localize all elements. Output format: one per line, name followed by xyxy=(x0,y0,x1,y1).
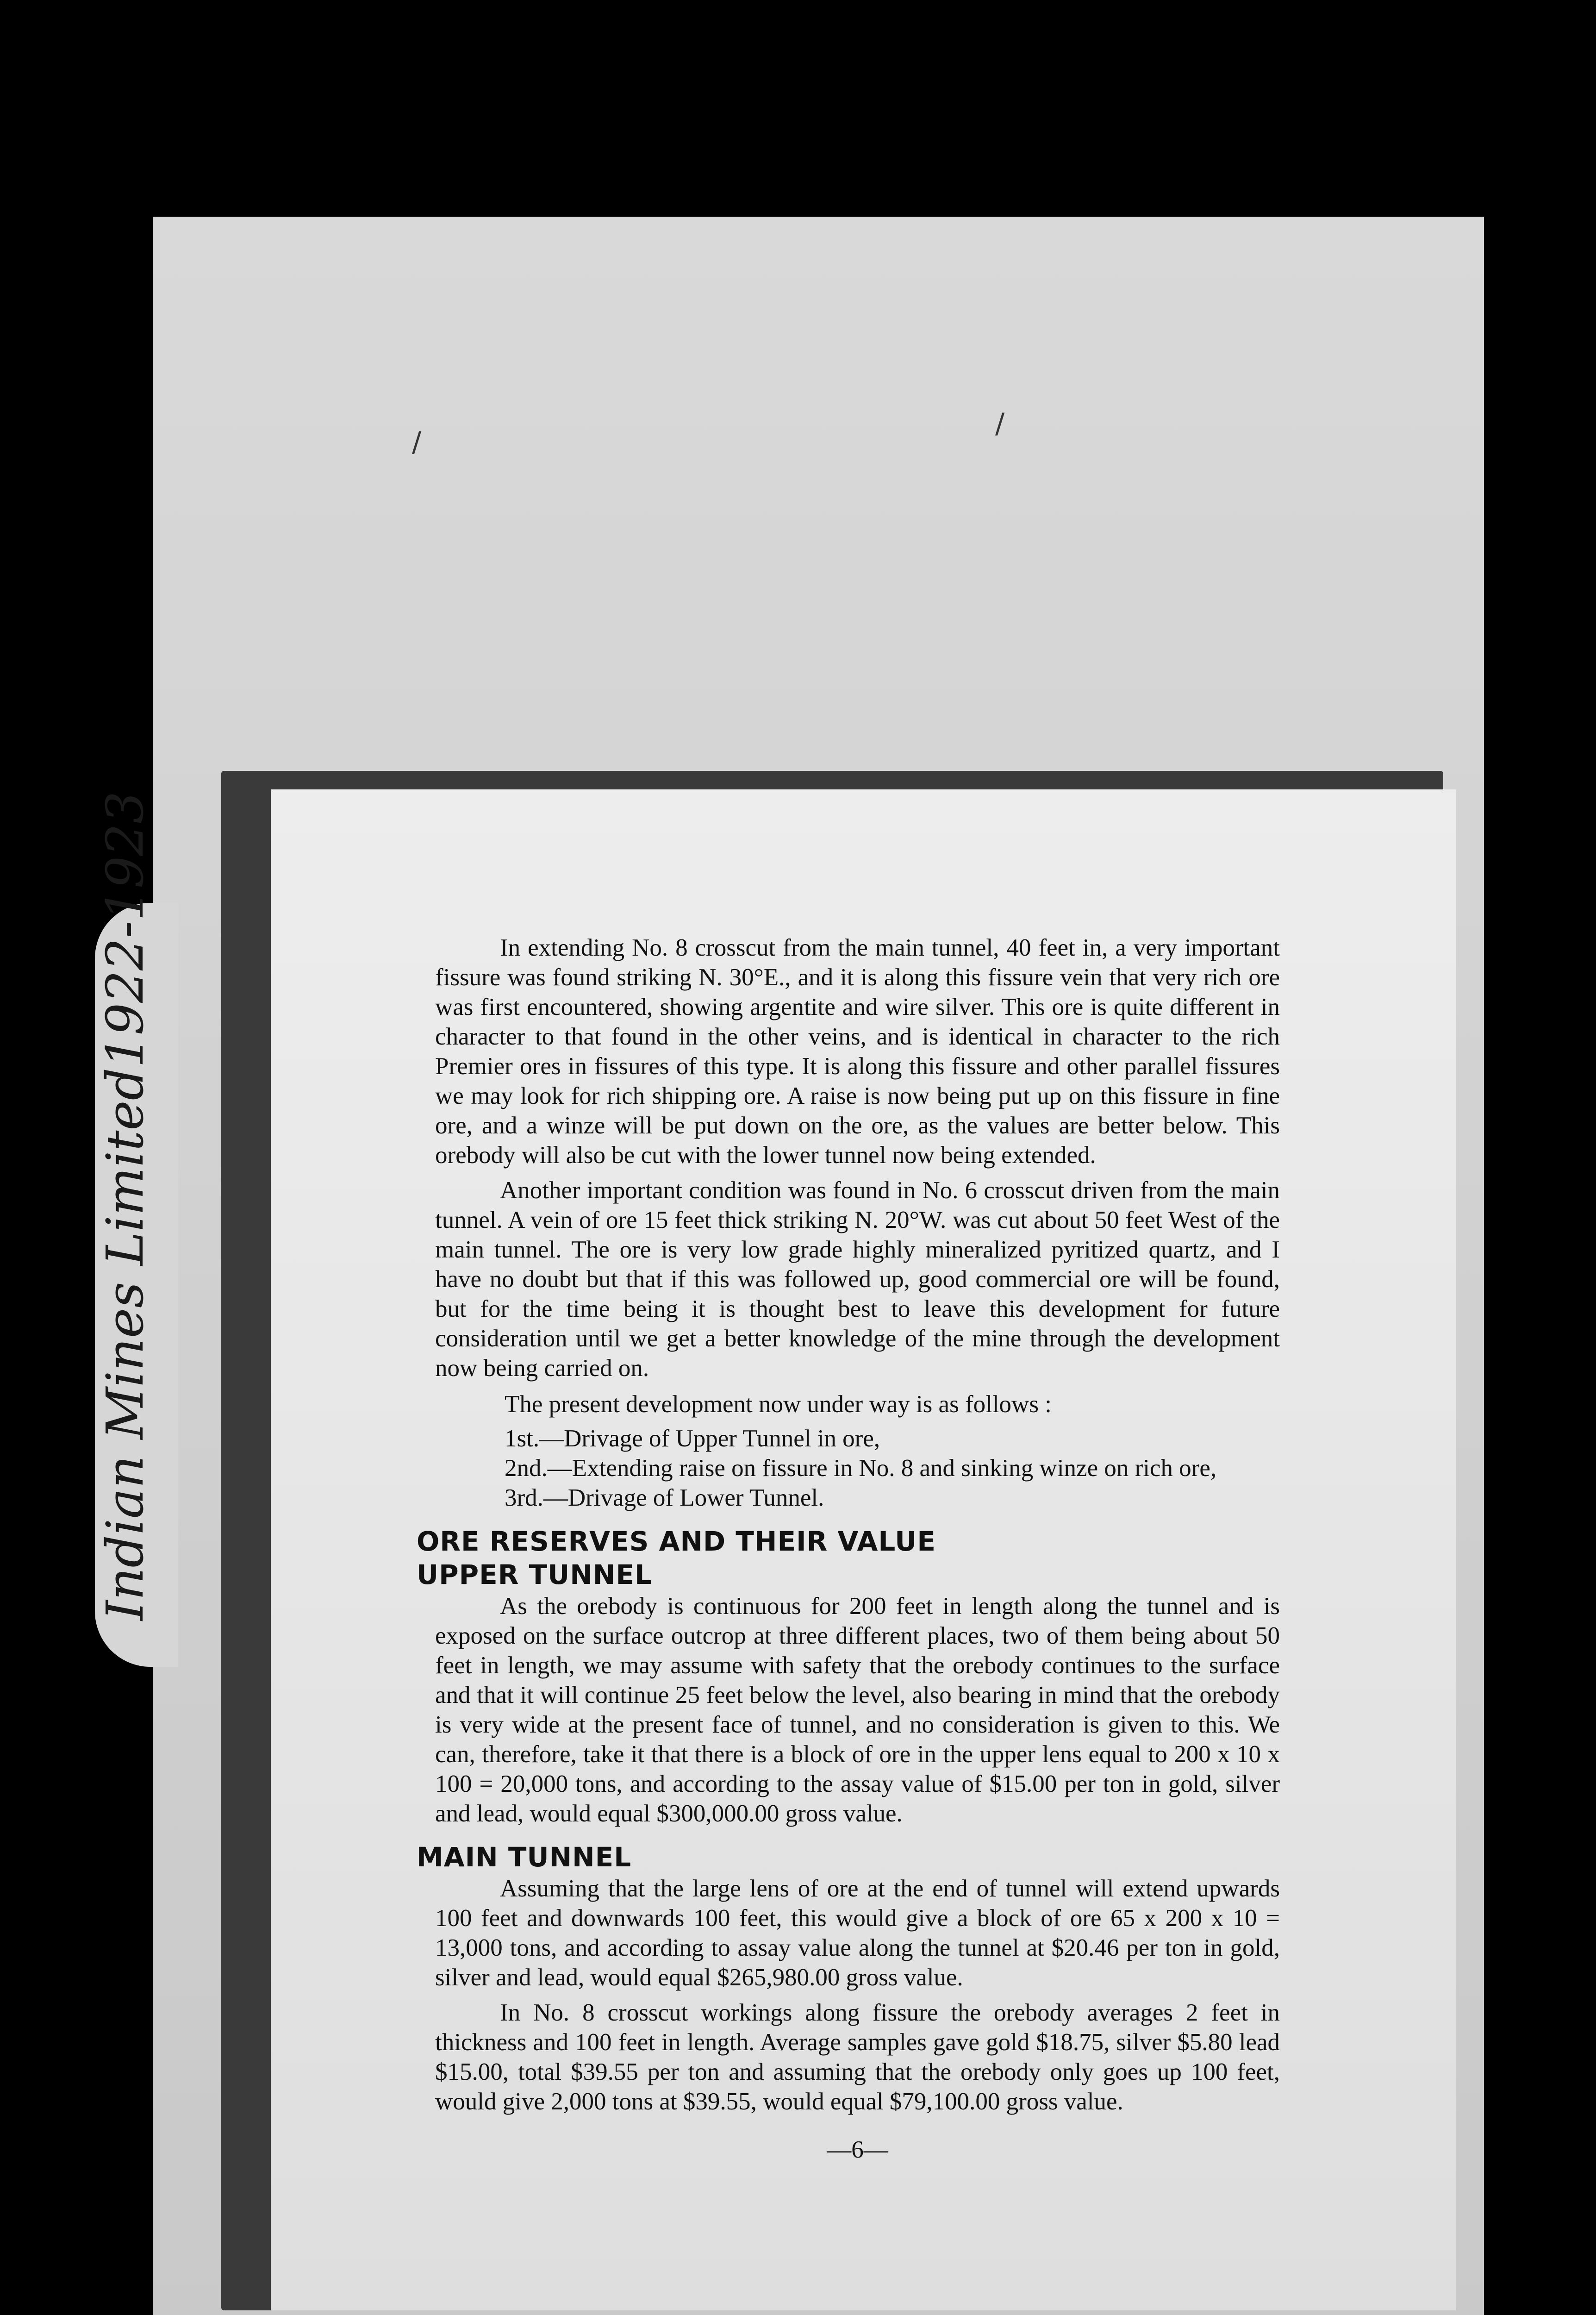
list-item: 2nd.—Extending raise on fissure in No. 8 and sinking winze on rich ore, xyxy=(505,1455,1217,1482)
page-number: —6— xyxy=(827,2136,888,2163)
list-intro: The present development now under way is as follows : xyxy=(505,1391,1052,1418)
document-text xyxy=(417,933,1280,2165)
section-heading: MAIN TUNNEL xyxy=(417,1841,632,1873)
paragraph: In No. 8 crosscut workings along fissure the orebody averages 2 feet in thickness and 100 feet in length. Average samples gave gold $18.75, silver $5.80 lead $15.00, total $39.55 per ton and assuming that the orebody only goes up 100 feet, would give 2,000 tons at $39.55, would equal $79,100.00 gross value. xyxy=(435,1999,1280,2115)
paragraph: As the orebody is continuous for 200 feet in length along the tunnel and is exposed on the surface outcrop at three different places, two of them being about 50 feet in length, we may assume with safety that the orebody continues to the surface and that it will continue 25 feet below the level, also bearing in mind that the orebody is very wide at the present face of tunnel, and no consideration is given to this. We can, therefore, take it that there is a block of ore in the upper lens equal to 200 x 10 x 100 = 20,000 tons, and according to the assay value of $15.00 per ton in gold, silver and lead, would equal $300,000.00 gross value. xyxy=(435,1593,1280,1827)
handwritten-note xyxy=(88,791,162,1620)
pencil-mark: / xyxy=(995,407,1005,440)
handwritten-title: Indian Mines Limited xyxy=(95,1068,155,1620)
paragraph: Another important condition was found in No. 6 crosscut driven from the main tunnel. A vein of ore 15 feet thick striking N. 20°W. was cut about 50 feet West of the main tunnel. The ore is very low grade highly mineralized pyritized quartz, and I have no doubt but that if this was followed up, good commercial ore will be found, but for the time being it is thought best to leave this development for future consideration until we get a better knowledge of the mine through the development now being carried on. xyxy=(435,1177,1280,1382)
section-heading: ORE RESERVES AND THEIR VALUE xyxy=(417,1526,936,1557)
section-heading: UPPER TUNNEL xyxy=(417,1559,652,1590)
pencil-mark: / xyxy=(412,426,422,458)
paragraph: Assuming that the large lens of ore at the end of tunnel will extend upwards 100 feet and downwards 100 feet, this would give a block of ore 65 x 200 x 10 = 13,000 tons, and according to assay value along the tunnel at $20.46 per ton in gold, silver and lead, would equal $265,980.00 gross value. xyxy=(435,1875,1280,1991)
handwritten-years: 1922-1923 xyxy=(95,791,155,1068)
paragraph: In extending No. 8 crosscut from the main tunnel, 40 feet in, a very important fissure was found striking N. 30°E., and it is along this fissure vein that very rich ore was first encountered, showing argentite and wire silver. This ore is quite different in character to that found in the other veins, and is identical in character to the rich Premier ores in fissures of this type. It is along this fissure and other parallel fissures we may look for rich shipping ore. A raise is now being put up on this fissure in fine ore, and a winze will be put down on the ore, as the values are better below. This orebody will also be cut with the lower tunnel now being extended. xyxy=(435,934,1280,1169)
list-item: 1st.—Drivage of Upper Tunnel in ore, xyxy=(505,1425,880,1452)
list-item: 3rd.—Drivage of Lower Tunnel. xyxy=(505,1484,824,1511)
